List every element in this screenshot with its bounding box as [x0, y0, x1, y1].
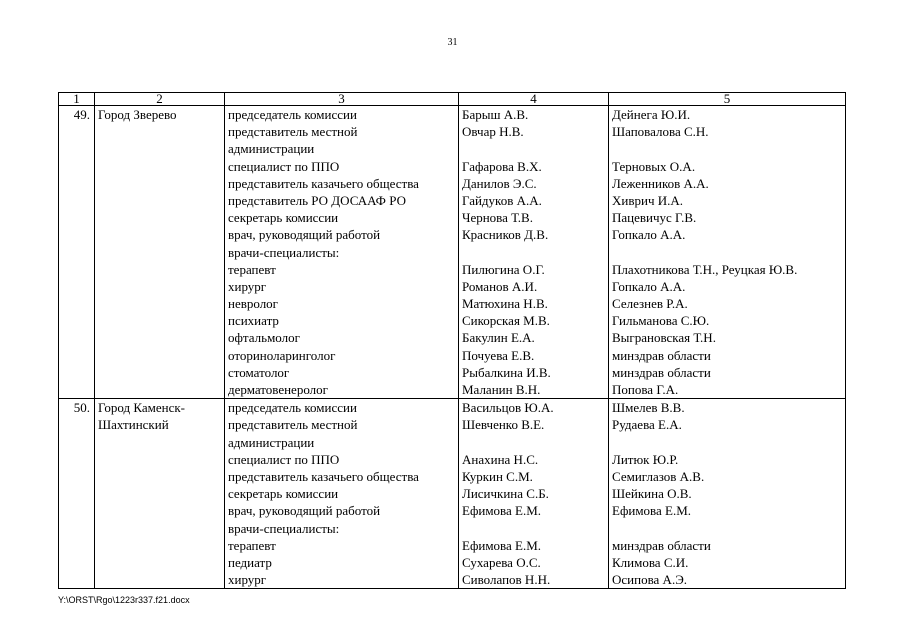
role-cell-line: секретарь комиссии	[228, 486, 339, 502]
reserve-cell-line: Селезнев Р.А.	[612, 296, 688, 312]
member-cell-line: Чернова Т.В.	[462, 210, 533, 226]
city-cell-line: Город Зверево	[98, 107, 177, 122]
role-cell-line: представитель местной	[228, 124, 358, 140]
reserve-cell-line: минздрав области	[612, 537, 711, 553]
reserve-cell-line: Осипова А.Э.	[612, 572, 688, 588]
role-cell-line: офтальмолог	[228, 330, 300, 346]
member-cell-line: Бакулин Е.А.	[462, 330, 535, 346]
reserve-cell-line	[612, 244, 845, 261]
reserve-cell-line: Шейкина О.В.	[612, 486, 692, 502]
city-cell	[95, 399, 225, 589]
reserve-cell-line: Гопкало А.А.	[612, 227, 686, 243]
member-cell	[459, 399, 609, 589]
member-cell-line: Шевченко В.Е.	[462, 417, 545, 433]
role-cell-line: администрации	[228, 141, 315, 157]
member-cell	[459, 106, 609, 399]
member-cell-line: Романов А.И.	[462, 278, 538, 294]
reserve-cell-line: Попова Г.А.	[612, 382, 679, 397]
reserve-cell	[609, 399, 846, 589]
role-cell-line: невролог	[228, 296, 279, 312]
reserve-cell-line: Выграновская Т.Н.	[612, 330, 716, 346]
role-cell-line: врачи-специалисты:	[228, 244, 340, 260]
reserve-cell-line: Семиглазов А.В.	[612, 468, 705, 484]
role-cell-line: терапевт	[228, 537, 276, 553]
role-cell-line: председатель комиссии	[228, 400, 357, 416]
reserve-cell-line: Гопкало А.А.	[612, 278, 686, 294]
row-number: 50.	[59, 399, 95, 589]
role-cell-line: председатель комиссии	[228, 107, 357, 122]
role-cell-line: стоматолог	[228, 364, 290, 380]
reserve-cell-line: Литюк Ю.Р.	[612, 451, 679, 467]
role-cell	[225, 106, 459, 399]
member-cell-line: Овчар Н.В.	[462, 124, 524, 140]
role-cell-line: врачи-специалисты:	[228, 520, 340, 536]
member-cell-line: Маланин В.Н.	[462, 382, 541, 397]
reserve-cell-line: Гильманова С.Ю.	[612, 313, 710, 329]
reserve-cell-line: Рудаева Е.А.	[612, 417, 682, 433]
role-cell-line: психиатр	[228, 313, 279, 329]
reserve-cell-line: Шаповалова С.Н.	[612, 124, 709, 140]
role-cell-line: секретарь комиссии	[228, 210, 339, 226]
role-cell-line: педиатр	[228, 554, 272, 570]
member-cell-line: Куркин С.М.	[462, 468, 533, 484]
role-cell-line: представитель казачьего общества	[228, 175, 419, 191]
member-cell-line: Почуева Е.В.	[462, 347, 535, 363]
member-cell-line: Гайдуков А.А.	[462, 192, 542, 208]
table-row	[59, 106, 846, 399]
member-cell-line: Пилюгина О.Г.	[462, 261, 545, 277]
reserve-cell-line	[612, 434, 845, 451]
header-cell-5: 5	[609, 93, 846, 106]
member-cell-line: Васильцов Ю.А.	[462, 400, 554, 416]
reserve-cell-line	[612, 520, 845, 537]
member-cell-line: Гафарова В.Х.	[462, 158, 542, 174]
header-cell-2: 2	[95, 93, 225, 106]
commission-table	[58, 92, 846, 589]
member-cell-line: Барыш А.В.	[462, 107, 529, 122]
member-cell-line: Лисичкина С.Б.	[462, 486, 549, 502]
member-cell-line	[462, 140, 608, 157]
member-cell-line: Сиволапов Н.Н.	[462, 572, 551, 588]
header-cell-4: 4	[459, 93, 609, 106]
page-number: 31	[447, 37, 458, 48]
role-cell-line: хирург	[228, 572, 267, 588]
reserve-cell-line	[612, 140, 845, 157]
member-cell-line: Красников Д.В.	[462, 227, 549, 243]
reserve-cell	[609, 106, 846, 399]
role-cell-line: терапевт	[228, 261, 276, 277]
header-cell-3: 3	[225, 93, 459, 106]
reserve-cell-line: Пацевичус Г.В.	[612, 210, 697, 226]
header-row	[59, 93, 846, 106]
member-cell-line: Ефимова Е.М.	[462, 537, 542, 553]
reserve-cell-line: минздрав области	[612, 347, 711, 363]
role-cell-line: хирург	[228, 278, 267, 294]
role-cell-line: врач, руководящий работой	[228, 227, 381, 243]
reserve-cell-line: Дейнега Ю.И.	[612, 107, 691, 122]
role-cell	[225, 399, 459, 589]
member-cell-line: Анахина Н.С.	[462, 451, 539, 467]
member-cell-line: Матюхина Н.В.	[462, 296, 548, 312]
member-cell-line: Ефимова Е.М.	[462, 503, 542, 519]
role-cell-line: представитель казачьего общества	[228, 468, 419, 484]
member-cell-line	[462, 434, 608, 451]
reserve-cell-line: Терновых О.А.	[612, 158, 696, 174]
member-cell-line	[462, 520, 608, 537]
table-row	[59, 399, 846, 589]
reserve-cell-line: Климова С.И.	[612, 554, 689, 570]
role-cell-line: оториноларинголог	[228, 347, 336, 363]
role-cell-line: представитель местной	[228, 417, 358, 433]
role-cell-line: специалист по ППО	[228, 451, 340, 467]
member-cell-line: Рыбалкина И.В.	[462, 364, 551, 380]
member-cell-line: Сухарева О.С.	[462, 554, 541, 570]
member-cell-line	[462, 244, 608, 261]
city-cell	[95, 106, 225, 399]
reserve-cell-line: минздрав области	[612, 364, 711, 380]
row-number: 49.	[59, 106, 95, 399]
reserve-cell-line: Леженников А.А.	[612, 175, 709, 191]
role-cell-line: врач, руководящий работой	[228, 503, 381, 519]
reserve-cell-line: Плахотникова Т.Н., Реуцкая Ю.В.	[612, 261, 798, 277]
city-cell-line: Город Каменск-	[98, 400, 186, 416]
role-cell-line: представитель РО ДОСААФ РО	[228, 192, 406, 208]
reserve-cell-line: Хиврич И.А.	[612, 192, 684, 208]
reserve-cell-line: Ефимова Е.М.	[612, 503, 692, 519]
reserve-cell-line: Шмелев В.В.	[612, 400, 685, 416]
header-cell-1: 1	[59, 93, 95, 106]
role-cell-line: администрации	[228, 434, 315, 450]
role-cell-line: специалист по ППО	[228, 158, 340, 174]
role-cell-line: дерматовенеролог	[228, 382, 328, 397]
member-cell-line: Сикорская М.В.	[462, 313, 550, 329]
member-cell-line: Данилов Э.С.	[462, 175, 537, 191]
city-cell-line: Шахтинский	[98, 417, 169, 433]
table-body	[59, 93, 846, 589]
file-path-footer: Y:\ORST\Rgo\1223r337.f21.docx	[58, 595, 190, 605]
